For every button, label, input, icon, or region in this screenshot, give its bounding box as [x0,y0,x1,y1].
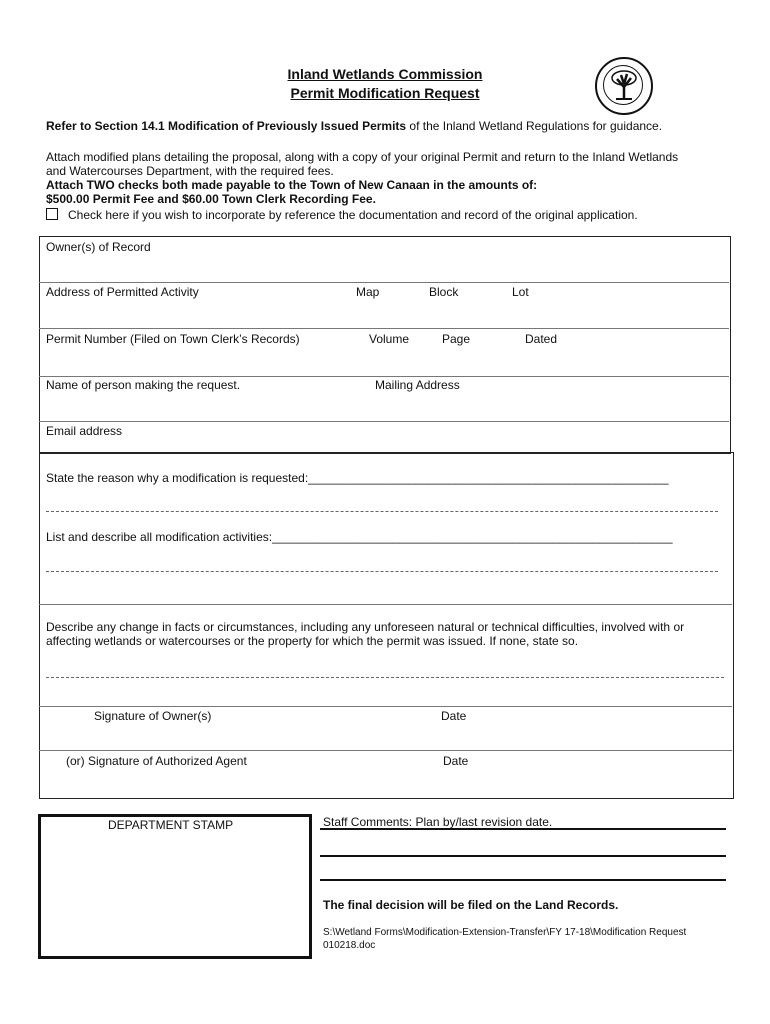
town-seal-icon [595,57,653,115]
change-description-2: affecting wetlands or watercourses or the property for which the permit was issued. If none, state so. [46,634,579,648]
regulation-reference [46,119,662,133]
change-description-1: Describe any change in facts or circumstances, including any unforeseen natural or technical difficulties, involved with or [46,620,685,634]
department-stamp-label: DEPARTMENT STAMP [108,818,234,832]
agent-signature-label: (or) Signature of Authorized Agent [66,754,247,768]
address-label: Address of Permitted Activity [46,285,199,299]
volume-label: Volume [369,332,410,346]
agent-signature-date-label: Date [443,754,469,768]
dated-label: Dated [525,332,558,346]
email-label: Email address [46,424,123,438]
file-path-2: 010218.doc [323,940,376,951]
attach-instructions-2: and Watercourses Department, with the required fees. [46,164,334,178]
checks-instructions-2: $500.00 Permit Fee and $60.00 Town Clerk Recording Fee. [46,192,376,206]
lot-label: Lot [512,285,529,299]
owner-signature-label: Signature of Owner(s) [94,709,212,723]
page-label: Page [442,332,471,346]
activities-label: List and describe all modification activities:____________________________________________________________ [46,530,673,544]
incorporate-reference-checkbox[interactable] [46,208,58,220]
mailing-address-label: Mailing Address [375,378,460,392]
incorporate-reference-label: Check here if you wish to incorporate by reference the documentation and record of the original application. [68,208,638,222]
reason-label: State the reason why a modification is requested:______________________________________________________ [46,471,669,485]
department-stamp-box [38,814,312,959]
attach-instructions-1: Attach modified plans detailing the proposal, along with a copy of your original Permit and return to the Inland Wetlands [46,150,679,164]
map-label: Map [356,285,380,299]
form-subtitle: Permit Modification Request [290,85,480,101]
requester-name-label: Name of person making the request. [46,378,241,392]
form-title: Inland Wetlands Commission [287,66,483,82]
file-path-1: S:\Wetland Forms\Modification-Extension-Transfer\FY 17-18\Modification Request [323,927,687,938]
owner-signature-date-label: Date [441,709,467,723]
checks-instructions-1: Attach TWO checks both made payable to the Town of New Canaan in the amounts of: [46,178,538,192]
regulation-reference-bold: Refer to Section 14.1 Modification of Previously Issued Permits [46,119,407,133]
owners-of-record-label: Owner(s) of Record [46,240,151,254]
block-label: Block [429,285,459,299]
final-decision-note: The final decision will be filed on the Land Records. [323,898,619,912]
permit-number-label: Permit Number (Filed on Town Clerk’s Records) [46,332,300,346]
staff-comments-label: Staff Comments: Plan by/last revision date. [323,815,553,829]
regulation-reference-rest: of the Inland Wetland Regulations for guidance. [406,119,663,133]
